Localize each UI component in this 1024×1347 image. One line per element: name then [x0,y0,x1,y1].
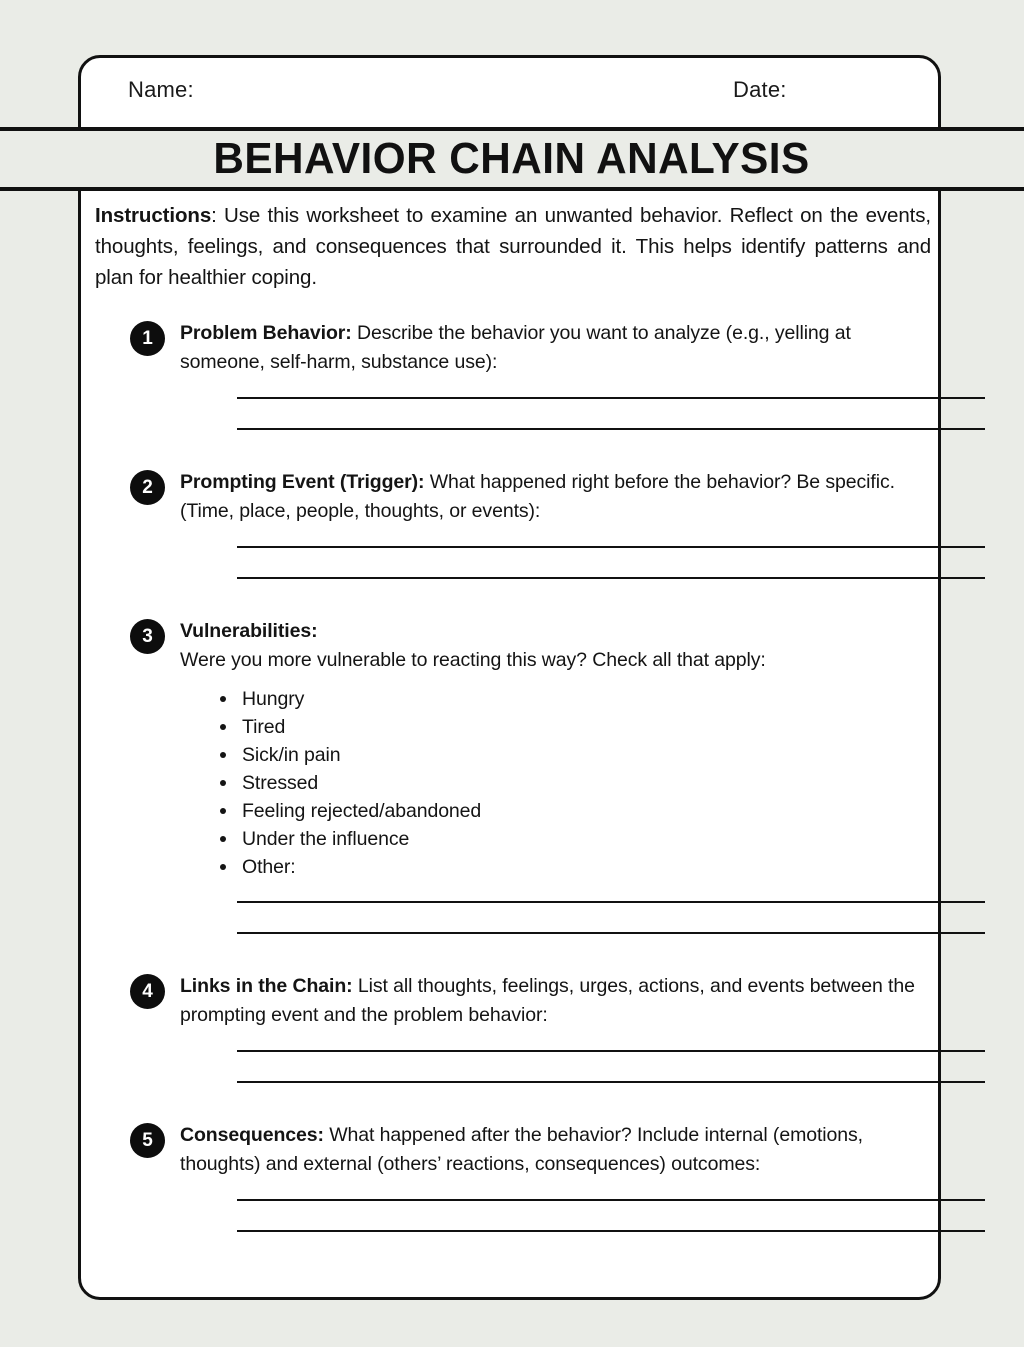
name-label: Name: [128,77,194,102]
section-heading: Prompting Event (Trigger): [180,471,425,493]
section-body: List all thoughts, feelings, urges, actions, and events between the prompting event and the problem behavior: [180,975,915,1026]
section-heading: Consequences: [180,1124,324,1146]
answer-line[interactable] [237,1230,985,1232]
worksheet-content [95,200,931,1232]
section-number-badge: 4 [130,974,165,1009]
list-item[interactable]: Under the influence [220,825,931,853]
section-heading: Vulnerabilities: [180,620,318,642]
section-prompt [180,468,931,526]
section-prompt [180,972,931,1030]
section-prompt [180,617,931,646]
instructions-label: Instructions [95,204,212,227]
spacer [95,934,931,972]
answer-lines [180,1050,931,1083]
list-item[interactable]: Stressed [220,769,931,797]
answer-line[interactable] [237,932,985,934]
answer-line[interactable] [237,546,985,548]
section-number-badge: 5 [130,1123,165,1158]
answer-line[interactable] [237,901,985,903]
section-number-badge: 1 [130,321,165,356]
list-item[interactable]: Tired [220,713,931,741]
answer-line[interactable] [237,397,985,399]
vulnerability-checklist [180,685,931,881]
title-banner [0,127,1024,191]
date-label: Date: [733,77,787,102]
section-3 [95,617,931,934]
spacer [95,579,931,617]
section-2 [95,468,931,579]
list-item[interactable]: Sick/in pain [220,741,931,769]
answer-lines [180,397,931,430]
section-prompt [180,319,931,377]
section-heading: Links in the Chain: [180,975,353,997]
answer-lines [180,901,931,934]
section-1 [95,319,931,430]
list-item[interactable]: Other: [220,853,931,881]
section-prompt [180,1121,931,1179]
list-item[interactable]: Hungry [220,685,931,713]
instructions-body: : Use this worksheet to examine an unwanted behavior. Reflect on the events, thoughts, feelings, and consequences that surrounded it. This helps identify patterns and plan for healthier coping. [95,204,931,289]
answer-lines [180,1199,931,1232]
instructions-paragraph [95,200,931,293]
name-date-row [78,55,941,127]
section-number-badge: 2 [130,470,165,505]
section-body: Describe the behavior you want to analyze (e.g., yelling at someone, self-harm, substance use): [180,322,851,373]
answer-line[interactable] [237,577,985,579]
section-heading: Problem Behavior: [180,322,352,344]
answer-line[interactable] [237,1050,985,1052]
list-item[interactable]: Feeling rejected/abandoned [220,797,931,825]
spacer [95,1083,931,1121]
section-4 [95,972,931,1083]
section-body: What happened right before the behavior? Be specific. (Time, place, people, thoughts, or events): [180,471,895,522]
answer-line[interactable] [237,1199,985,1201]
section-number-badge: 3 [130,619,165,654]
page-title: BEHAVIOR CHAIN ANALYSIS [213,134,811,183]
spacer [95,430,931,468]
section-5 [95,1121,931,1232]
section-subtext: Were you more vulnerable to reacting this way? Check all that apply: [180,649,766,671]
section-body: What happened after the behavior? Include internal (emotions, thoughts) and external (others’ reactions, consequences) outcomes: [180,1124,863,1175]
answer-lines [180,546,931,579]
answer-line[interactable] [237,1081,985,1083]
answer-line[interactable] [237,428,985,430]
